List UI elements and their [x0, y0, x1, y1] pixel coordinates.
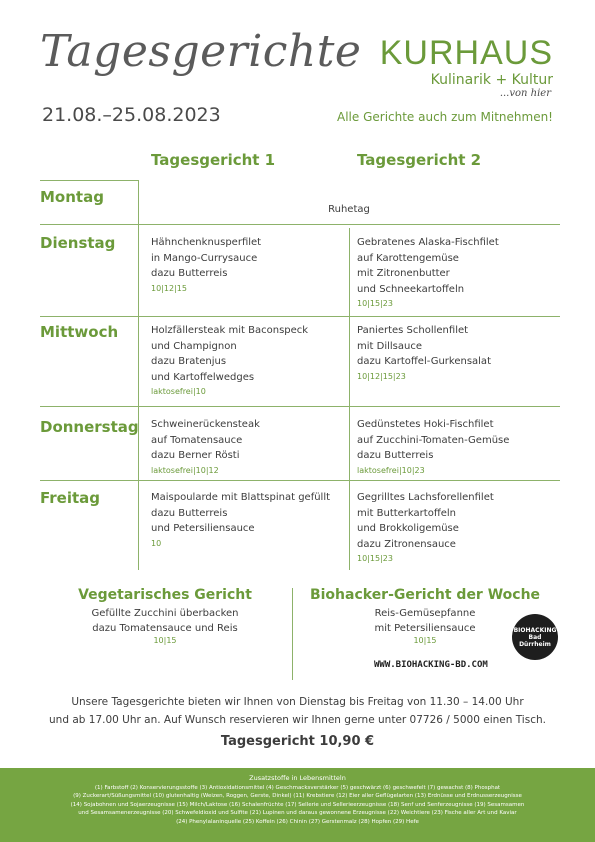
biohacker-line: Reis-Gemüsepfanne	[374, 608, 476, 619]
grid-vline-mid	[349, 228, 350, 570]
dish-cell: Maispoularde mit Blattspinat gefüllt dazu Butterreis und Petersiliensauce 10	[151, 492, 331, 548]
page-title: Tagesgerichte	[40, 26, 362, 77]
biohacking-website: WWW.BIOHACKING-BD.COM	[374, 660, 488, 670]
allergen-codes: 10|15|23	[357, 299, 393, 308]
logo-subtitle: Kulinarik + Kultur	[430, 72, 553, 88]
vegetarian-title: Vegetarisches Gericht	[78, 587, 252, 603]
column-header-2: Tagesgericht 2	[357, 151, 482, 169]
grid-hline	[40, 180, 138, 181]
allergen-codes: 10|15|23	[357, 554, 393, 563]
grid-vline-left	[138, 180, 139, 570]
allergen-codes: laktosefrei|10|12	[151, 465, 219, 475]
dish-cell: Hähnchenknusperfilet in Mango-Currysauce dazu Butterreis 10|12|15	[151, 237, 262, 293]
grid-hline	[40, 406, 560, 407]
vegetarian-line: Gefüllte Zucchini überbacken	[91, 608, 239, 619]
allergen-codes: laktosefrei|10	[151, 387, 206, 396]
special-divider	[292, 588, 293, 680]
logo-kurhaus: KURHAUS	[379, 34, 553, 72]
price-label: Tagesgericht 10,90 €	[220, 734, 375, 749]
vegetarian-section	[40, 587, 290, 645]
vegetarian-line: dazu Tomatensauce und Reis	[92, 623, 238, 634]
column-header-1: Tagesgericht 1	[151, 151, 276, 169]
allergen-codes: 10	[151, 538, 162, 548]
day-label-mittwoch: Mittwoch	[40, 323, 119, 341]
footer-title: Zusatzstoffe in Lebensmitteln	[249, 774, 346, 782]
biohacker-title: Biohacker-Gericht der Woche	[309, 587, 541, 603]
takeaway-note: Alle Gerichte auch zum Mitnehmen!	[337, 110, 553, 124]
grid-hline	[40, 480, 560, 481]
dish-cell: Schweinerückensteak auf Tomatensauce dazu Berner Rösti laktosefrei|10|12	[151, 419, 260, 475]
allergen-codes: 10|12|15|23	[357, 371, 406, 381]
allergen-codes: laktosefrei|10|23	[357, 465, 425, 475]
dish-cell: Gedünstetes Hoki-Fischfilet auf Zucchini-Tomaten-Gemüse dazu Butterreis laktosefrei|10|23	[357, 419, 510, 475]
biohacking-badge-logo: BIOHACKING Bad Dürrheim	[512, 614, 558, 660]
dish-cell: Gebratenes Alaska-Fischfilet auf Karottengemüse mit Zitronenbutter und Schneekartoffeln 10|15|23	[357, 237, 499, 308]
dish-cell: Gegrilltes Lachsforellenfilet mit Butterkartoffeln und Brokkoligemüse dazu Zitronensauce 10|15|23	[357, 492, 494, 563]
day-label-donnerstag: Donnerstag	[40, 418, 139, 436]
grid-hline	[40, 316, 560, 317]
ruhetag-note: Ruhetag	[328, 204, 370, 215]
day-label-dienstag: Dienstag	[40, 234, 116, 252]
dish-cell: Holzfällersteak mit Baconspeck und Champignon dazu Bratenjus und Kartoffelwedges laktosefrei|10	[151, 325, 309, 396]
allergen-codes: 10|15	[413, 636, 437, 645]
additives-list: (1) Farbstoff (2) Konservierungsstoffe (3) Antioxidationsmittel (4) Geschmacksverstärker (5) geschwärzt (6) geschwefelt (7) gewachst (8) Phosphat (9) Zuckerart/Süßungsmittel (10) glutenhaltig (Weizen, Roggen, Gerste, Dinkel) (11) Krebstiere (12) Eier aller Geflügelarten (13) Erdnüsse und Erdnusserzeugnisse (14) Sojabohnen und Sojaerzeugnisse (15) Milch/Laktose (16) Schalenfrüchte (17) Sellerie und Sellerieerzeugnisse (18) Senf und Senferzeugnisse (19) Sesamsamen und Sesamsamenerzeugnisse (20) Schwefeldioxid und Sulfite (21) Lupinen und daraus gewonnene Erzeugnisse (22) Weichtiere (23) Fische aller Art und Kaviar (24) Phenylalaninquelle (25) Koffein (26) Chinin (27) Gerstenmalz (28) Hopfen (29) Hefe	[70, 785, 525, 825]
logo-tagline: ...von hier	[499, 88, 551, 99]
date-range: 21.08.–25.08.2023	[42, 104, 221, 126]
allergen-codes: 10|12|15	[151, 283, 187, 293]
day-label-freitag: Freitag	[40, 489, 101, 507]
dish-cell: Paniertes Schollenfilet mit Dillsauce dazu Kartoffel-Gurkensalat 10|12|15|23	[357, 325, 491, 381]
allergen-codes: 10|15	[153, 636, 177, 645]
opening-info: Unsere Tagesgerichte bieten wir Ihnen von Dienstag bis Freitag von 11.30 – 14.00 Uhr und ab 17.00 Uhr an. Auf Wunsch reservieren wir Ihnen gerne unter 07726 / 5000 einen Tisch.	[49, 696, 546, 726]
biohacker-line: mit Petersiliensauce	[374, 623, 476, 634]
grid-hline	[40, 224, 560, 225]
day-label-montag: Montag	[40, 188, 104, 206]
